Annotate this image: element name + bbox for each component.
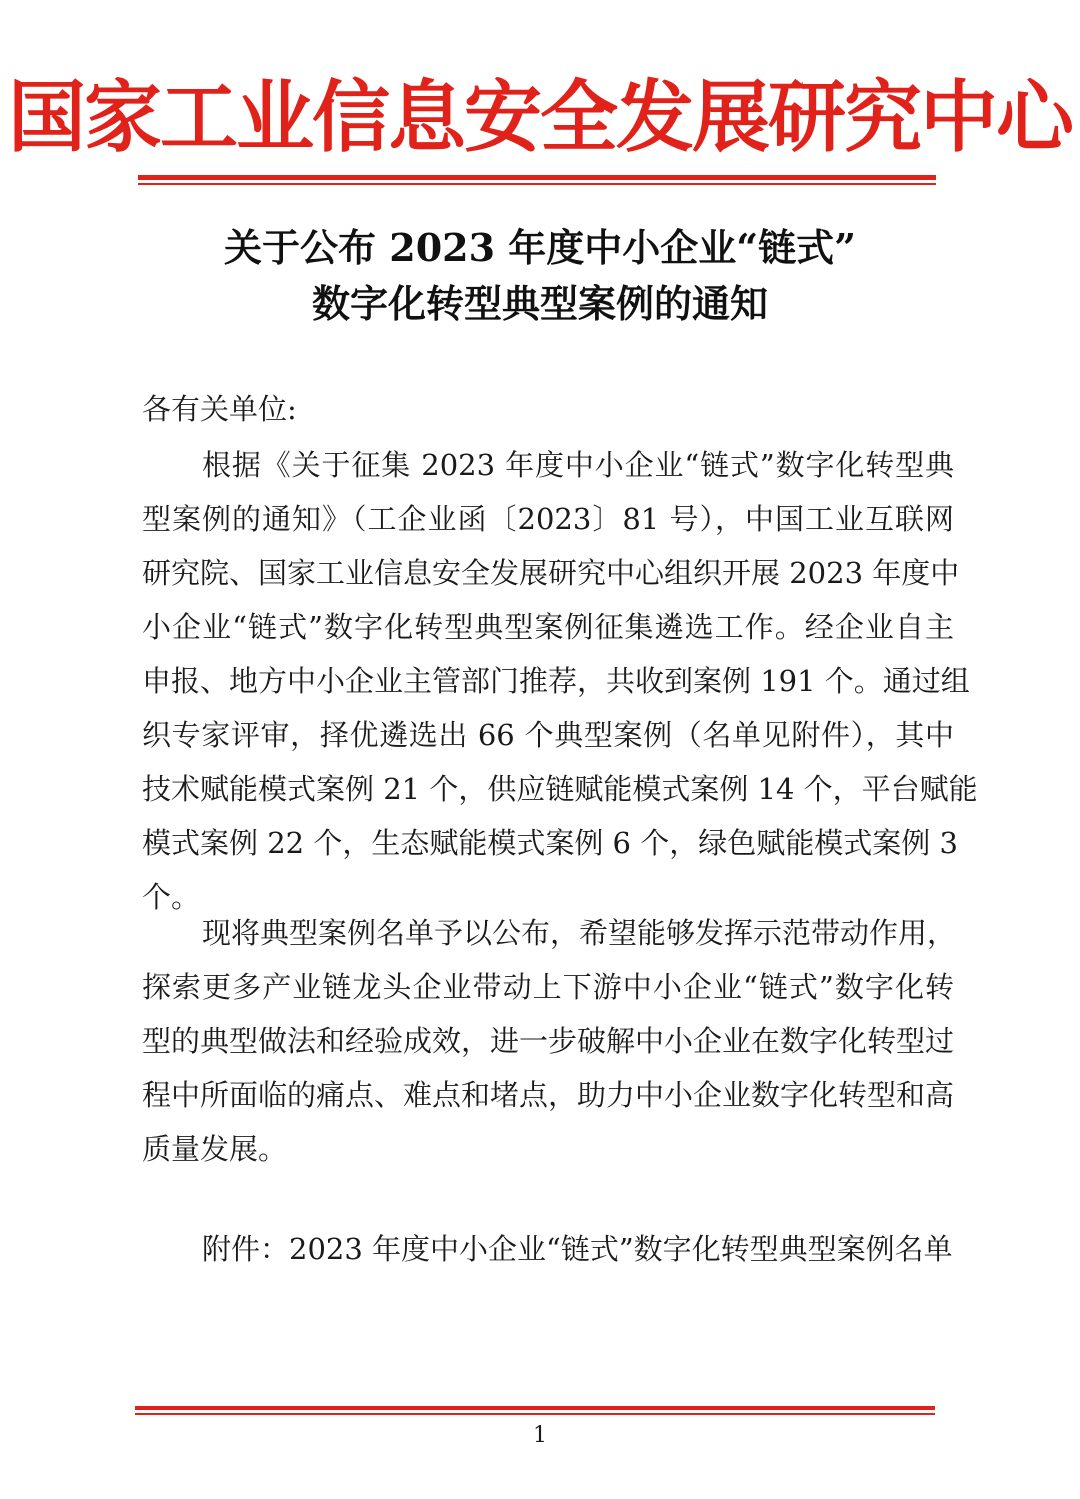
paragraph-1-line: 型案例的通知》（工企业函〔2023〕81 号），中国工业互联网 — [142, 502, 954, 536]
salutation: 各有关单位: — [142, 392, 297, 426]
paragraph-2-line: 程中所面临的痛点、难点和堵点，助力中小企业数字化转型和高 — [142, 1078, 955, 1112]
letterhead-org-name: 国家工业信息安全发展研究中心 — [7, 73, 1072, 163]
letterhead-rule-thick — [138, 175, 936, 180]
footer-rule-thick — [135, 1406, 935, 1410]
document-title-line-1: 关于公布 2023 年度中小企业“链式” — [224, 225, 856, 270]
paragraph-1-line: 个。 — [142, 880, 201, 914]
letterhead-rule-thin — [138, 183, 936, 185]
paragraph-1 — [142, 438, 978, 924]
paragraph-2-line: 探索更多产业链龙头企业带动上下游中小企业“链式”数字化转 — [142, 970, 954, 1004]
paragraph-2 — [142, 906, 957, 1176]
page-number: 1 — [533, 1423, 547, 1448]
paragraph-1-line: 根据《关于征集 2023 年度中小企业“链式”数字化转型典 — [202, 448, 954, 482]
attachment-note: 附件：2023 年度中小企业“链式”数字化转型典型案例名单 — [202, 1232, 953, 1266]
paragraph-2-line: 型的典型做法和经验成效，进一步破解中小企业在数字化转型过 — [142, 1024, 955, 1058]
document-title — [0, 220, 1080, 332]
paragraph-1-line: 研究院、国家工业信息安全发展研究中心组织开展 2023 年度中 — [142, 556, 960, 590]
paragraph-2-line: 质量发展。 — [142, 1132, 288, 1166]
paragraph-2-line: 现将典型案例名单予以公布，希望能够发挥示范带动作用， — [202, 916, 957, 950]
document-title-line-2: 数字化转型典型案例的通知 — [311, 281, 768, 326]
paragraph-1-line: 技术赋能模式案例 21 个，供应链赋能模式案例 14 个，平台赋能 — [142, 772, 978, 806]
paragraph-1-line: 小企业“链式”数字化转型典型案例征集遴选工作。经企业自主 — [142, 610, 954, 644]
paragraph-1-line: 织专家评审，择优遴选出 66 个典型案例（名单见附件），其中 — [142, 718, 954, 752]
paragraph-1-line: 申报、地方中小企业主管部门推荐，共收到案例 191 个。通过组 — [142, 664, 970, 698]
paragraph-1-line: 模式案例 22 个，生态赋能模式案例 6 个，绿色赋能模式案例 3 — [142, 826, 958, 860]
footer-rule-thin — [135, 1413, 935, 1415]
